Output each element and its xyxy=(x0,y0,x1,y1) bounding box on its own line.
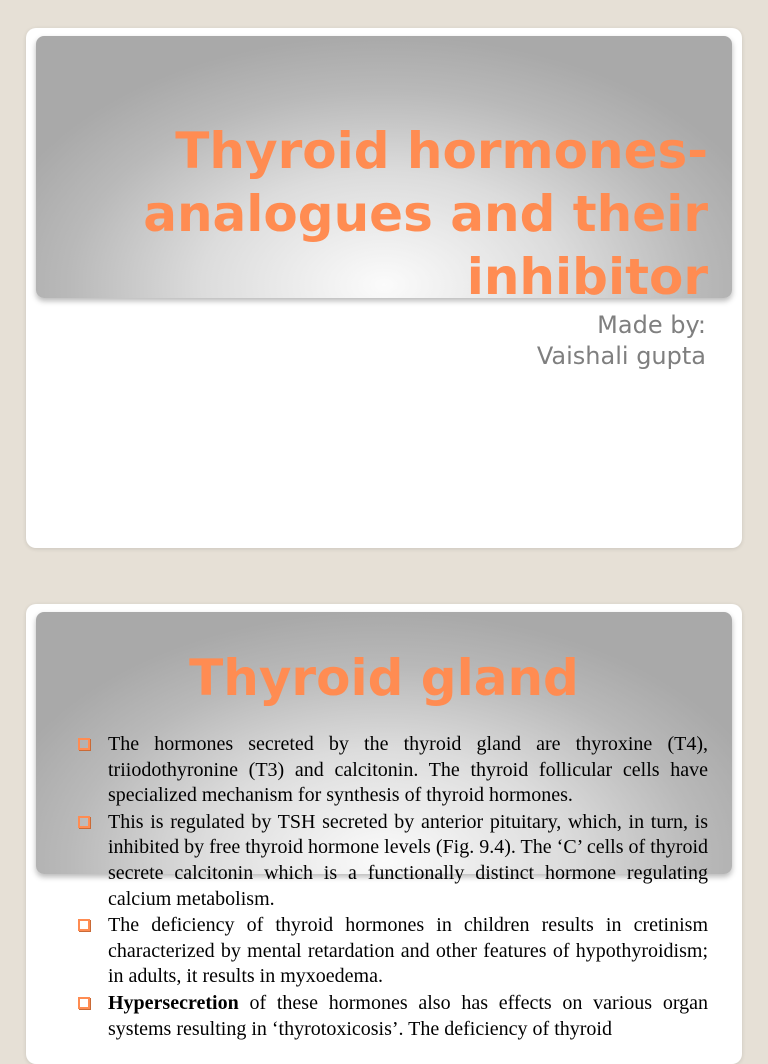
bullet-text: The deficiency of thyroid hormones in children results in cretinism characterized by mental retardation and other features of hypothyroidism; in adults, it results in myxoedema. xyxy=(108,914,708,988)
subtitle-line: Vaishali gupta xyxy=(536,342,706,370)
list-item xyxy=(78,991,708,1042)
subtitle-line: Made by: xyxy=(597,311,706,339)
title-line: analogues and their xyxy=(143,185,708,243)
slide-subtitle xyxy=(537,310,706,372)
list-item xyxy=(78,913,708,990)
slide-title: Thyroid gland xyxy=(189,649,579,707)
bullet-bold-term: Hypersecretion xyxy=(108,991,239,1014)
bullet-text: The hormones secreted by the thyroid gland are thyroxine (T4), triiodothyronine (T3) and calcitonin. The thyroid follicular cells have specialized mechanism for synthesis of thyroid hormones. xyxy=(108,733,708,807)
slide-1 xyxy=(26,28,742,548)
square-bullet-icon xyxy=(78,997,90,1009)
slide-2 xyxy=(26,604,742,1064)
bullet-text: of these hormones also has effects on various organ systems resulting in ‘thyrotoxicosis’. The deficiency of thyroid xyxy=(108,991,708,1040)
title-line: inhibitor xyxy=(466,248,708,306)
title-line: Thyroid hormones- xyxy=(175,122,708,180)
bullet-list xyxy=(78,732,708,1043)
list-item xyxy=(78,732,708,809)
square-bullet-icon xyxy=(78,738,90,750)
square-bullet-icon xyxy=(78,919,90,931)
bullet-text: This is regulated by TSH secreted by anterior pituitary, which, in turn, is inhibited by free thyroid hormone levels (Fig. 9.4). The ‘C’ cells of thyroid secrete calcitonin which is a functionally distinct hormone regulating calcium metabolism. xyxy=(108,810,708,910)
square-bullet-icon xyxy=(78,816,90,828)
slide-title xyxy=(68,120,708,309)
list-item xyxy=(78,810,708,912)
